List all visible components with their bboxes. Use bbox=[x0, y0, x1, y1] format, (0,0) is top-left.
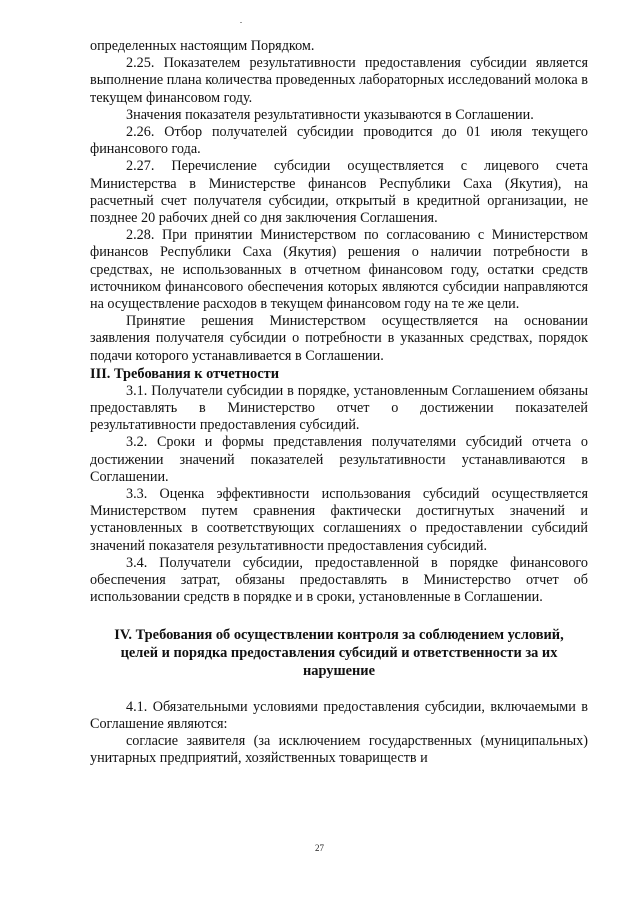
paragraph-3-4: 3.4. Получатели субсидии, предоставленной в порядке финансового обеспечения затрат, обязаны предоставлять в Министерство отчет об использовании средств в порядке и в сроки, установленные в Соглашении. bbox=[90, 554, 588, 606]
paragraph-2-26: 2.26. Отбор получателей субсидии проводится до 01 июля текущего финансового года. bbox=[90, 124, 588, 158]
paragraph-decision: Принятие решения Министерством осуществляется на основании заявления получателя субсидии о потребности в указанных средствах, порядок подачи которого устанавливается в Соглашении. bbox=[90, 313, 588, 364]
scan-artifact bbox=[240, 22, 242, 23]
paragraph-3-2: 3.2. Сроки и формы представления получателями субсидий отчета о достижении значений показателей результативности устанавливаются в Соглашении. bbox=[90, 434, 588, 485]
section-4-heading-line3: нарушение bbox=[302, 662, 375, 679]
section-4-heading-line2: целей и порядка предоставления субсидий и ответственности за их bbox=[120, 644, 558, 661]
paragraph-3-1: 3.1. Получатели субсидии в порядке, установленным Соглашением обязаны предоставлять в Министерство отчет о достижении показателей результативности предоставления субсидий. bbox=[90, 382, 588, 434]
section-4-heading bbox=[90, 626, 588, 680]
paragraph-2-27: 2.27. Перечисление субсидии осуществляется с лицевого счета Министерства в Министерстве финансов Республики Саха (Якутия), на расчетный счет получателя субсидии, открытый в кредитной организации, не позднее 20 рабочих дней со дня заключения Соглашения. bbox=[90, 158, 588, 227]
paragraph-indicator-values: Значения показателя результативности указываются в Соглашении. bbox=[126, 106, 534, 123]
section-3-heading: III. Требования к отчетности bbox=[90, 365, 279, 382]
document-body bbox=[90, 38, 588, 767]
paragraph-consent: согласие заявителя (за исключением государственных (муниципальных) унитарных предприятий, хозяйственных товариществ и bbox=[90, 732, 588, 767]
paragraph-continuation: определенных настоящим Порядком. bbox=[90, 38, 315, 54]
paragraph-2-25: 2.25. Показателем результативности предоставления субсидии является выполнение плана количества проведенных лабораторных исследований молока в текущем финансовом году. bbox=[90, 55, 588, 106]
page-number: 27 bbox=[315, 843, 324, 853]
paragraph-3-3: 3.3. Оценка эффективности использования субсидий осуществляется Министерством путем сравнения фактически достигнутых значений и установленных в соответствующих соглашениях о предоставлении субсидий значений показателя результативности предоставления субсидий. bbox=[90, 486, 588, 554]
section-4-heading-line1: IV. Требования об осуществлении контроля за соблюдением условий, bbox=[114, 626, 564, 643]
paragraph-4-1: 4.1. Обязательными условиями предоставления субсидии, включаемыми в Соглашение являются: bbox=[90, 698, 588, 732]
paragraph-2-28: 2.28. При принятии Министерством по согласованию с Министерством финансов Республики Саха (Якутия) решения о наличии потребности в средствах, не использованных в отчетном финансовом году, остатки средств источником финансового обеспечения которых являются субсидии направляются на осуществление расходов в текущем финансовом году на те же цели. bbox=[90, 227, 588, 313]
